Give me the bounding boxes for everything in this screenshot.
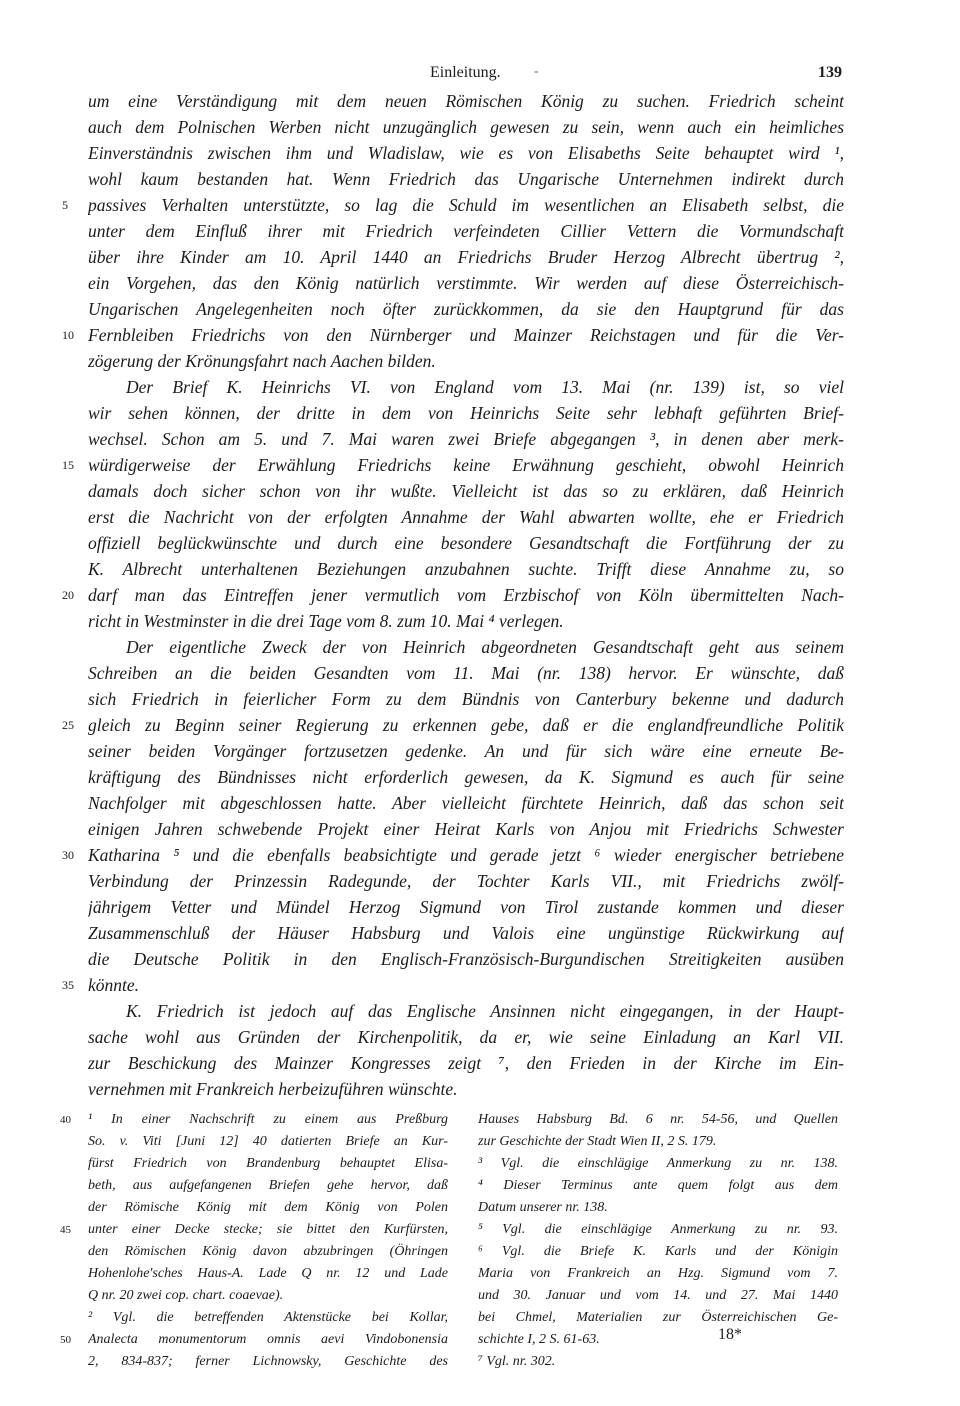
body-line: um eine Verständigung mit dem neuen Römischen König zu suchen. Friedrich scheint [88,91,844,111]
footnote-line: ⁴ Dieser Terminus ante quem folgt aus dem [478,1178,838,1193]
body-line: einigen Jahren schwebende Projekt einer Heirat Karls von Anjou mit Friedrichs Schwester [88,819,844,839]
footnote-line: ⁶ Vgl. die Briefe K. Karls und der Königin [478,1244,838,1259]
footnote-line: Hohenlohe'sches Haus-A. Lade Q nr. 12 und Lade [88,1266,448,1281]
body-line: Zusammenschluß der Häuser Habsburg und Valois eine ungünstige Rückwirkung auf [88,923,844,943]
footnote-line: ³ Vgl. die einschlägige Anmerkung zu nr. 138. [478,1156,838,1171]
footnote-line: ⁷ Vgl. nr. 302. [478,1354,556,1369]
footnote-line: Hauses Habsburg Bd. 6 nr. 54-56, und Quellen [478,1112,838,1127]
body-line: Ungarischen Angelegenheiten noch öfter zurückkommen, da sie den Hauptgrund für das [88,299,844,319]
body-line: wechsel. Schon am 5. und 7. Mai waren zwei Briefe abgegangen ³, in denen aber merk- [88,429,844,449]
header-dash: - [534,64,539,79]
footnote-line-number: 45 [60,1224,71,1236]
footnote-line: Analecta monumentorum omnis aevi Vindobonensia [88,1332,448,1347]
footnote-line: zur Geschichte der Stadt Wien II, 2 S. 179. [478,1134,717,1149]
body-line: kräftigung des Bündnisses nicht erforderlich gewesen, da K. Sigmund es auch für seine [88,767,844,787]
body-line: Fernbleiben Friedrichs von den Nürnberger und Mainzer Reichstagen und für die Ver- [88,325,844,345]
footnote-line-number: 40 [60,1114,71,1126]
body-line: K. Albrecht unterhaltenen Beziehungen anzubahnen suchte. Trifft diese Annahme zu, so [88,559,844,579]
body-line: sich Friedrich in feierlicher Form zu dem Bündnis von Canterbury bekenne und dadurch [88,689,844,709]
footnote-line: Maria von Frankreich an Hzg. Sigmund vom 7. [478,1266,838,1281]
line-number: 10 [62,328,74,342]
footnote-line: unter einer Decke stecke; sie bittet den Kurfürsten, [88,1222,448,1237]
footnote-line: So. v. Viti [Juni 12] 40 datierten Briefe an Kur- [88,1134,448,1149]
footnote-line-number: 50 [60,1334,71,1346]
footnote-line: und 30. Januar und vom 14. und 27. Mai 1440 [478,1288,838,1303]
body-line: darf man das Eintreffen jener vermutlich vom Erzbischof von Köln übermittelten Nach- [88,585,844,605]
body-line: über ihre Kinder am 10. April 1440 an Friedrichs Bruder Herzog Albrecht übertrug ², [88,247,844,267]
body-line: Verbindung der Prinzessin Radegunde, der Tochter Karls VII., mit Friedrichs zwölf- [88,871,844,891]
footnote-line: beth, aus aufgefangenen Briefen gehe hervor, daß [88,1178,448,1193]
footnote-line: 2, 834-837; ferner Lichnowsky, Geschichte des [88,1354,448,1369]
footnote-line: schichte I, 2 S. 61-63. [478,1332,600,1347]
body-line: auch dem Polnischen Werben nicht unzugänglich gewesen zu sein, wenn auch ein heimliches [88,117,844,137]
body-line: Schreiben an die beiden Gesandten vom 11. Mai (nr. 138) hervor. Er wünschte, daß [88,663,844,683]
body-line: K. Friedrich ist jedoch auf das Englische Ansinnen nicht eingegangen, in der Haupt- [126,1001,844,1021]
footnote-line: den Römischen König davon abzubringen (Öhringen [88,1244,448,1259]
footnote-line: der Römische König mit dem König von Polen [88,1200,448,1215]
footnote-line: ⁵ Vgl. die einschlägige Anmerkung zu nr. 93. [478,1222,838,1237]
footnote-line: ² Vgl. die betreffenden Aktenstücke bei Kollar, [88,1310,448,1325]
body-line: vernehmen mit Frankreich herbeizuführen wünschte. [88,1079,458,1099]
line-number: 25 [62,718,74,732]
footnote-line: Q nr. 20 zwei cop. chart. coaevae). [88,1288,284,1303]
body-line: offiziell beglückwünschte und durch eine besondere Gesandtschaft die Fortführung der zu [88,533,844,553]
body-line: die Deutsche Politik in den Englisch-Französisch-Burgundischen Streitigkeiten ausüben [88,949,844,969]
body-line: Nachfolger mit abgeschlossen hatte. Aber vielleicht fürchtete Heinrich, daß das schon seit [88,793,844,813]
body-line: jährigem Vetter und Mündel Herzog Sigmund von Tirol zustande kommen und dieser [88,897,844,917]
line-number: 35 [62,978,74,992]
body-line: Einverständnis zwischen ihm und Wladislaw, wie es von Elisabeths Seite behauptet wird ¹, [88,143,844,163]
body-line: damals doch sicher schon von ihr wußte. Vielleicht ist das so zu erklären, daß Heinrich [88,481,844,501]
body-line: wir sehen können, der dritte in dem von Heinrichs Seite sehr lebhaft geführten Brief- [88,403,844,423]
page-number: 139 [818,64,842,81]
body-line: zögerung der Krönungsfahrt nach Aachen bilden. [88,351,436,371]
body-line: könnte. [88,975,140,995]
footnote-line: bei Chmel, Materialien zur Österreichischen Ge- [478,1310,838,1325]
signature-mark: 18* [718,1326,742,1343]
line-number: 5 [62,198,68,212]
footnote-line: fürst Friedrich von Brandenburg behauptet Elisa- [88,1156,448,1171]
body-line: Katharina ⁵ und die ebenfalls beabsichtigte und gerade jetzt ⁶ wieder energischer betriebene [88,845,844,865]
body-line: gleich zu Beginn seiner Regierung zu erkennen gebe, daß er die englandfreundliche Politik [88,715,844,735]
body-line: wohl kaum bestanden hat. Wenn Friedrich das Ungarische Unternehmen indirekt durch [88,169,844,189]
body-line: Der Brief K. Heinrichs VI. von England vom 13. Mai (nr. 139) ist, so viel [126,377,844,397]
body-line: erst die Nachricht von der erfolgten Annahme der Wahl abwarten wollte, ehe er Friedrich [88,507,844,527]
body-line: ein Vorgehen, das den König natürlich verstimmte. Wir werden auf diese Österreichisch- [88,273,844,293]
footnote-line: ¹ In einer Nachschrift zu einem aus Preßburg [88,1112,448,1127]
body-line: richt in Westminster in die drei Tage vom 8. zum 10. Mai ⁴ verlegen. [88,611,564,631]
body-line: seiner beiden Vorgänger fortzusetzen gedenke. An und für sich wäre eine erneute Be- [88,741,844,761]
body-line: zur Beschickung des Mainzer Kongresses zeigt ⁷, den Frieden in der Kirche im Ein- [88,1053,844,1073]
running-title: Einleitung. [430,64,501,81]
body-line: sache wohl aus Gründen der Kirchenpolitik, da er, wie seine Einladung an Karl VII. [88,1027,844,1047]
body-line: würdigerweise der Erwählung Friedrichs keine Erwähnung geschieht, obwohl Heinrich [88,455,844,475]
body-line: passives Verhalten unterstützte, so lag die Schuld im wesentlichen an Elisabeth selbst, die [88,195,844,215]
line-number: 30 [62,848,74,862]
body-line: Der eigentliche Zweck der von Heinrich abgeordneten Gesandtschaft geht aus seinem [126,637,844,657]
body-line: unter dem Einfluß ihrer mit Friedrich verfeindeten Cillier Vettern die Vormundschaft [88,221,844,241]
line-number: 15 [62,458,74,472]
footnote-line: Datum unserer nr. 138. [478,1200,608,1215]
line-number: 20 [62,588,74,602]
